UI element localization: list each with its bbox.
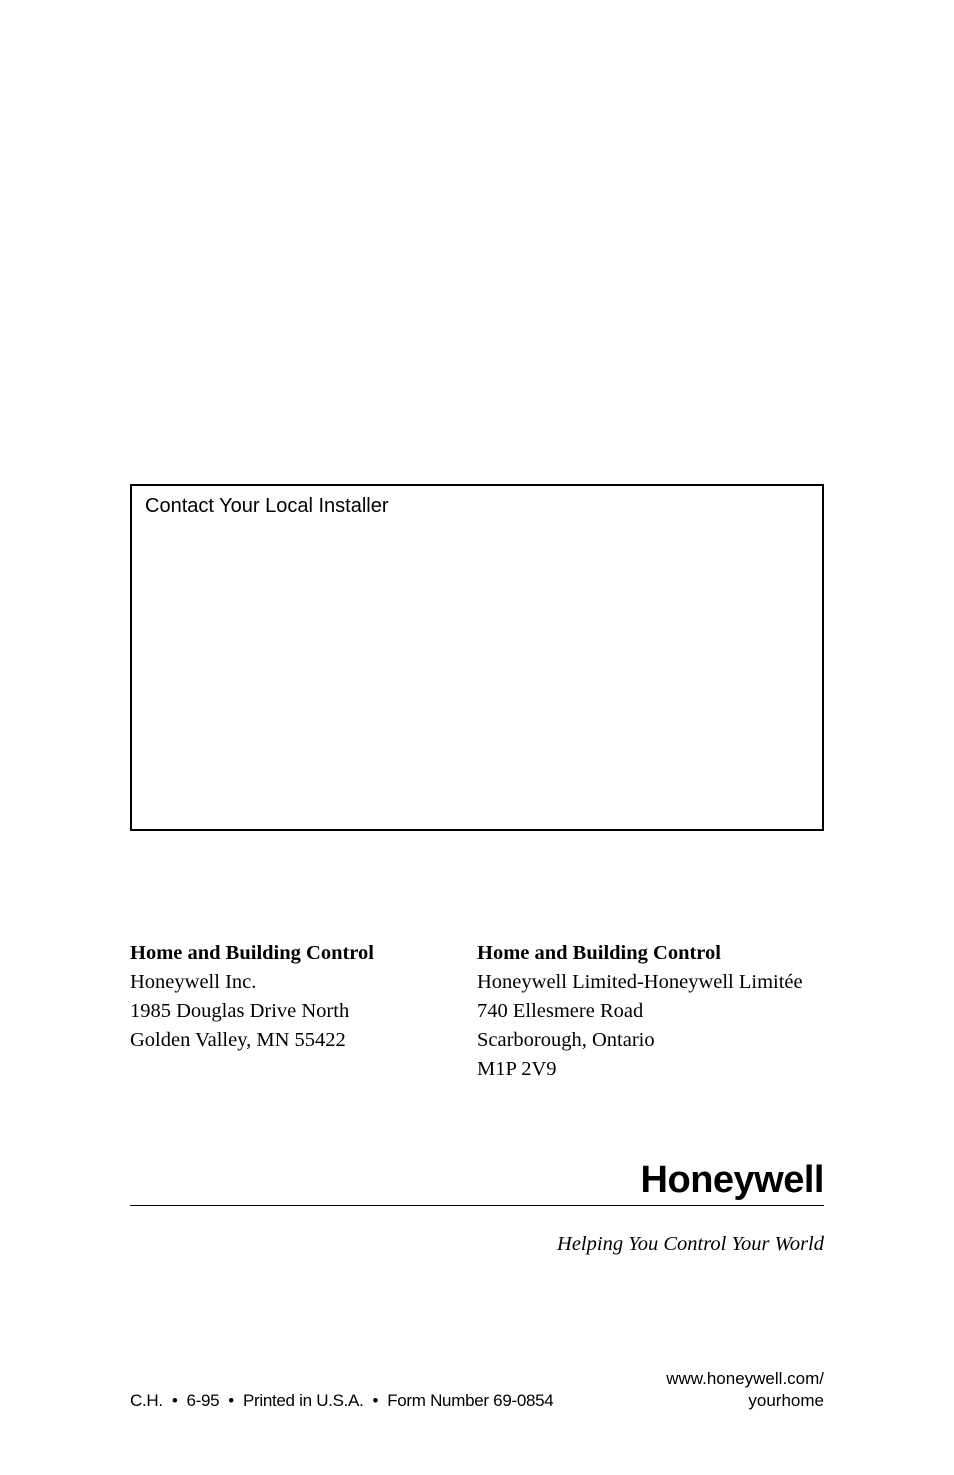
- canada-address-line: M1P 2V9: [477, 1058, 557, 1080]
- canada-address-line: Honeywell Limited-Honeywell Limitée: [477, 971, 803, 993]
- us-address-line: Honeywell Inc.: [130, 971, 257, 993]
- print-info-location: Printed in U.S.A.: [242, 1391, 364, 1410]
- canada-address-heading: Home and Building Control: [477, 942, 721, 964]
- us-address-block: [130, 939, 374, 1055]
- brand-tagline: Helping You Control Your World: [557, 1233, 824, 1255]
- bullet-separator: •: [228, 1391, 234, 1410]
- us-address-heading: Home and Building Control: [130, 942, 374, 964]
- us-address-line: Golden Valley, MN 55422: [130, 1029, 346, 1051]
- canada-address-line: 740 Ellesmere Road: [477, 1000, 644, 1022]
- canada-address-block: [477, 939, 803, 1084]
- divider-rule: [130, 1205, 824, 1206]
- print-info-date: 6-95: [186, 1391, 220, 1410]
- installer-contact-label: Contact Your Local Installer: [145, 495, 389, 517]
- installer-contact-box: [130, 484, 824, 831]
- print-info-form-number: Form Number 69-0854: [387, 1391, 554, 1410]
- print-info-code: C.H.: [130, 1391, 163, 1410]
- website-url-line: yourhome: [748, 1391, 824, 1410]
- print-info: [130, 1390, 553, 1412]
- honeywell-logo: Honeywell: [640, 1159, 824, 1201]
- bullet-separator: •: [171, 1391, 178, 1410]
- canada-address-line: Scarborough, Ontario: [477, 1029, 655, 1051]
- bullet-separator: •: [372, 1391, 379, 1410]
- website-url: [666, 1368, 824, 1412]
- us-address-line: 1985 Douglas Drive North: [130, 1000, 350, 1022]
- website-url-line: www.honeywell.com/: [666, 1369, 824, 1388]
